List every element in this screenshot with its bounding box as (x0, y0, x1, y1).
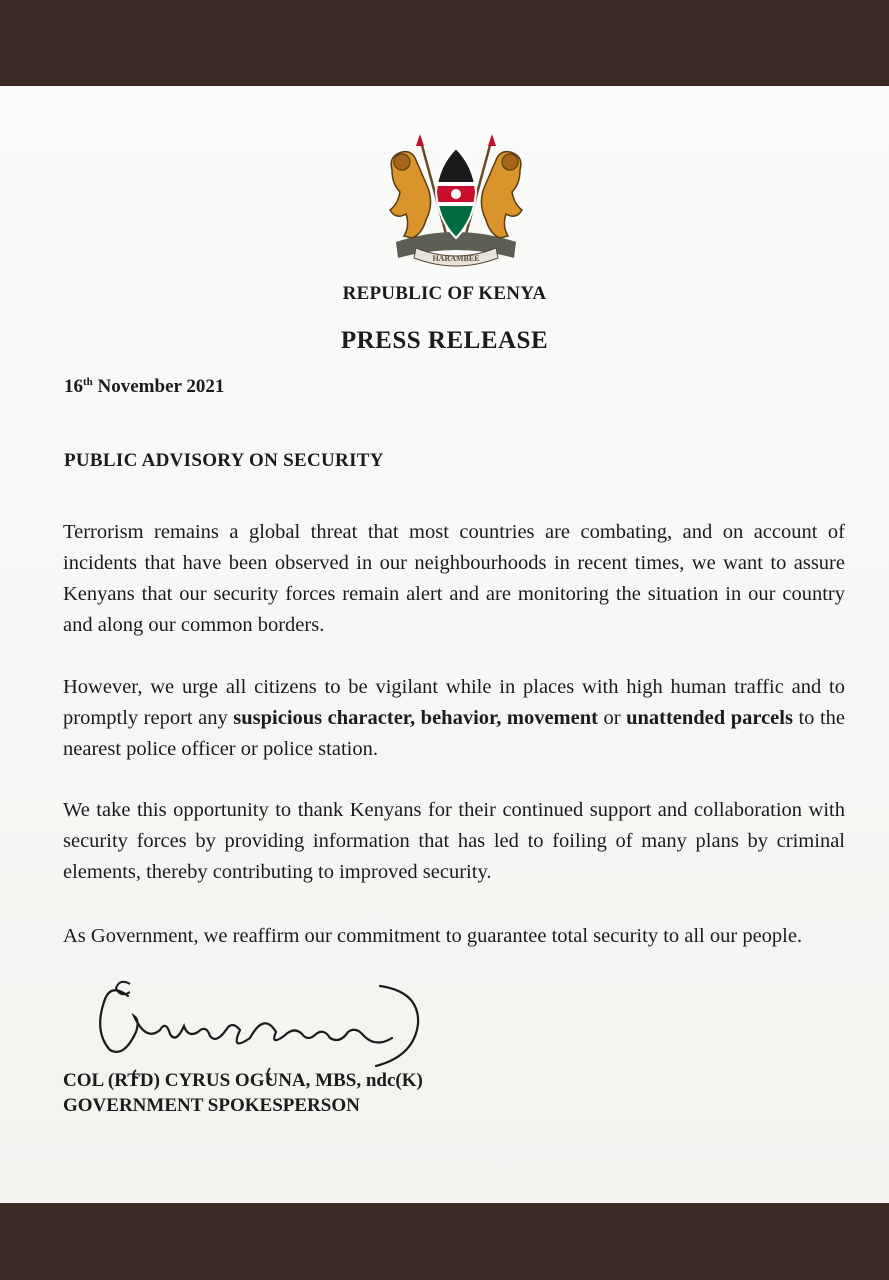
signatory-title: GOVERNMENT SPOKESPERSON (63, 1095, 360, 1116)
top-frame-bar (0, 0, 889, 86)
date-suffix: th (83, 376, 93, 388)
handwritten-signature (80, 972, 440, 1082)
signatory-name: COL (RTD) CYRUS OGUNA, MBS, ndc(K) (63, 1070, 423, 1091)
p2-text-before: However, we urge all citizens to be vigilant while in places with high human traffic and to promptly report any (63, 676, 845, 729)
kenya-coat-of-arms-icon (376, 130, 536, 280)
press-release-page (0, 86, 889, 1203)
paragraph-thanks: We take this opportunity to thank Kenyans for their continued support and collaboration with security forces by providing information that has led to foiling of many plans by criminal elements, thereby contributing to improved security. (63, 799, 845, 883)
p2-text-mid: or (597, 707, 627, 729)
release-date (64, 376, 224, 398)
p2-bold-suspicious: suspicious character, behavior, movement (233, 707, 598, 729)
date-day: 16 (64, 376, 83, 397)
svg-text:HARAMBEE: HARAMBEE (432, 254, 480, 263)
country-heading: REPUBLIC OF KENYA (342, 283, 547, 304)
p2-text-after: to the nearest police officer or police station. (63, 707, 845, 760)
bottom-frame-bar (0, 1203, 889, 1280)
paragraph-vigilance (63, 672, 845, 765)
paragraph-terrorism: Terrorism remains a global threat that most countries are combating, and on account of incidents that have been observed in our neighbourhoods in recent times, we want to assure Kenyans that our security forces remain alert and are monitoring the situation in our country and along our common borders. (63, 521, 845, 636)
document-type-heading: PRESS RELEASE (340, 327, 549, 354)
p2-bold-parcels: unattended parcels (626, 707, 793, 729)
advisory-title: PUBLIC ADVISORY ON SECURITY (64, 450, 384, 471)
date-month-year: November 2021 (97, 376, 225, 397)
paragraph-commitment: As Government, we reaffirm our commitment to guarantee total security to all our people. (63, 925, 803, 947)
